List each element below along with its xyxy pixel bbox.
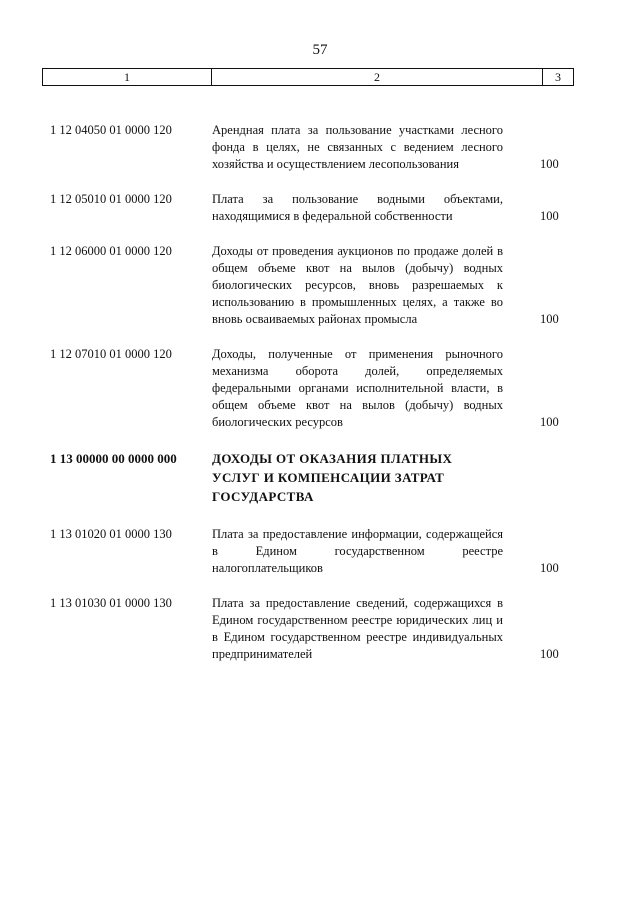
section-heading: ДОХОДЫ ОТ ОКАЗАНИЯ ПЛАТНЫХ УСЛУГ И КОМПЕНСАЦИИ ЗАТРАТ ГОСУДАРСТВА [212,451,453,504]
page-number: 57 [312,42,328,58]
entries-list [0,122,640,681]
row-description: Доходы, полученные от применения рыночного механизма оборота долей, определяемых федеральными органами исполнительной власти, в общем объеме квот на вылов (добычу) водных биологических ресурсов [212,347,503,429]
row-description: Доходы от проведения аукционов по продаже долей в общем объеме квот на вылов (добычу) водных биологических ресурсов, вновь разрешаемых к использованию в промышленных целях, а также во вновь осваиваемых районах промысла [212,244,503,326]
budget-code: 1 13 00000 00 0000 000 [50,451,177,466]
budget-code: 1 12 05010 01 0000 120 [50,192,172,206]
table-row [0,595,640,663]
header-col-2: 2 [212,69,543,85]
row-value: 100 [540,561,559,575]
row-description: Плата за пользование водными объектами, находящимися в федеральной собственности [212,192,503,223]
row-description: Плата за предоставление информации, содержащейся в Едином государственном реестре налогоплательщиков [212,527,503,575]
section-heading-row [0,449,640,506]
row-description: Арендная плата за пользование участками лесного фонда в целях, не связанных с ведением лесного хозяйства и осуществлением лесопользования [212,123,503,171]
table-row [0,122,640,173]
header-col-1: 1 [43,69,212,85]
budget-code: 1 13 01030 01 0000 130 [50,596,172,610]
table-header-row [42,68,574,86]
row-value: 100 [540,415,559,429]
row-description: Плата за предоставление сведений, содержащихся в Едином государственном реестре юридических лиц и в Едином государственном реестре индивидуальных предпринимателей [212,596,503,661]
table-row [0,191,640,225]
budget-code: 1 12 04050 01 0000 120 [50,123,172,137]
table-row [0,526,640,577]
table-row [0,243,640,328]
row-value: 100 [540,209,559,223]
budget-code: 1 12 06000 01 0000 120 [50,244,172,258]
row-value: 100 [540,312,559,326]
table-row [0,346,640,431]
budget-code: 1 12 07010 01 0000 120 [50,347,172,361]
budget-code: 1 13 01020 01 0000 130 [50,527,172,541]
row-value: 100 [540,157,559,171]
row-value: 100 [540,647,559,661]
header-col-3: 3 [555,70,561,84]
